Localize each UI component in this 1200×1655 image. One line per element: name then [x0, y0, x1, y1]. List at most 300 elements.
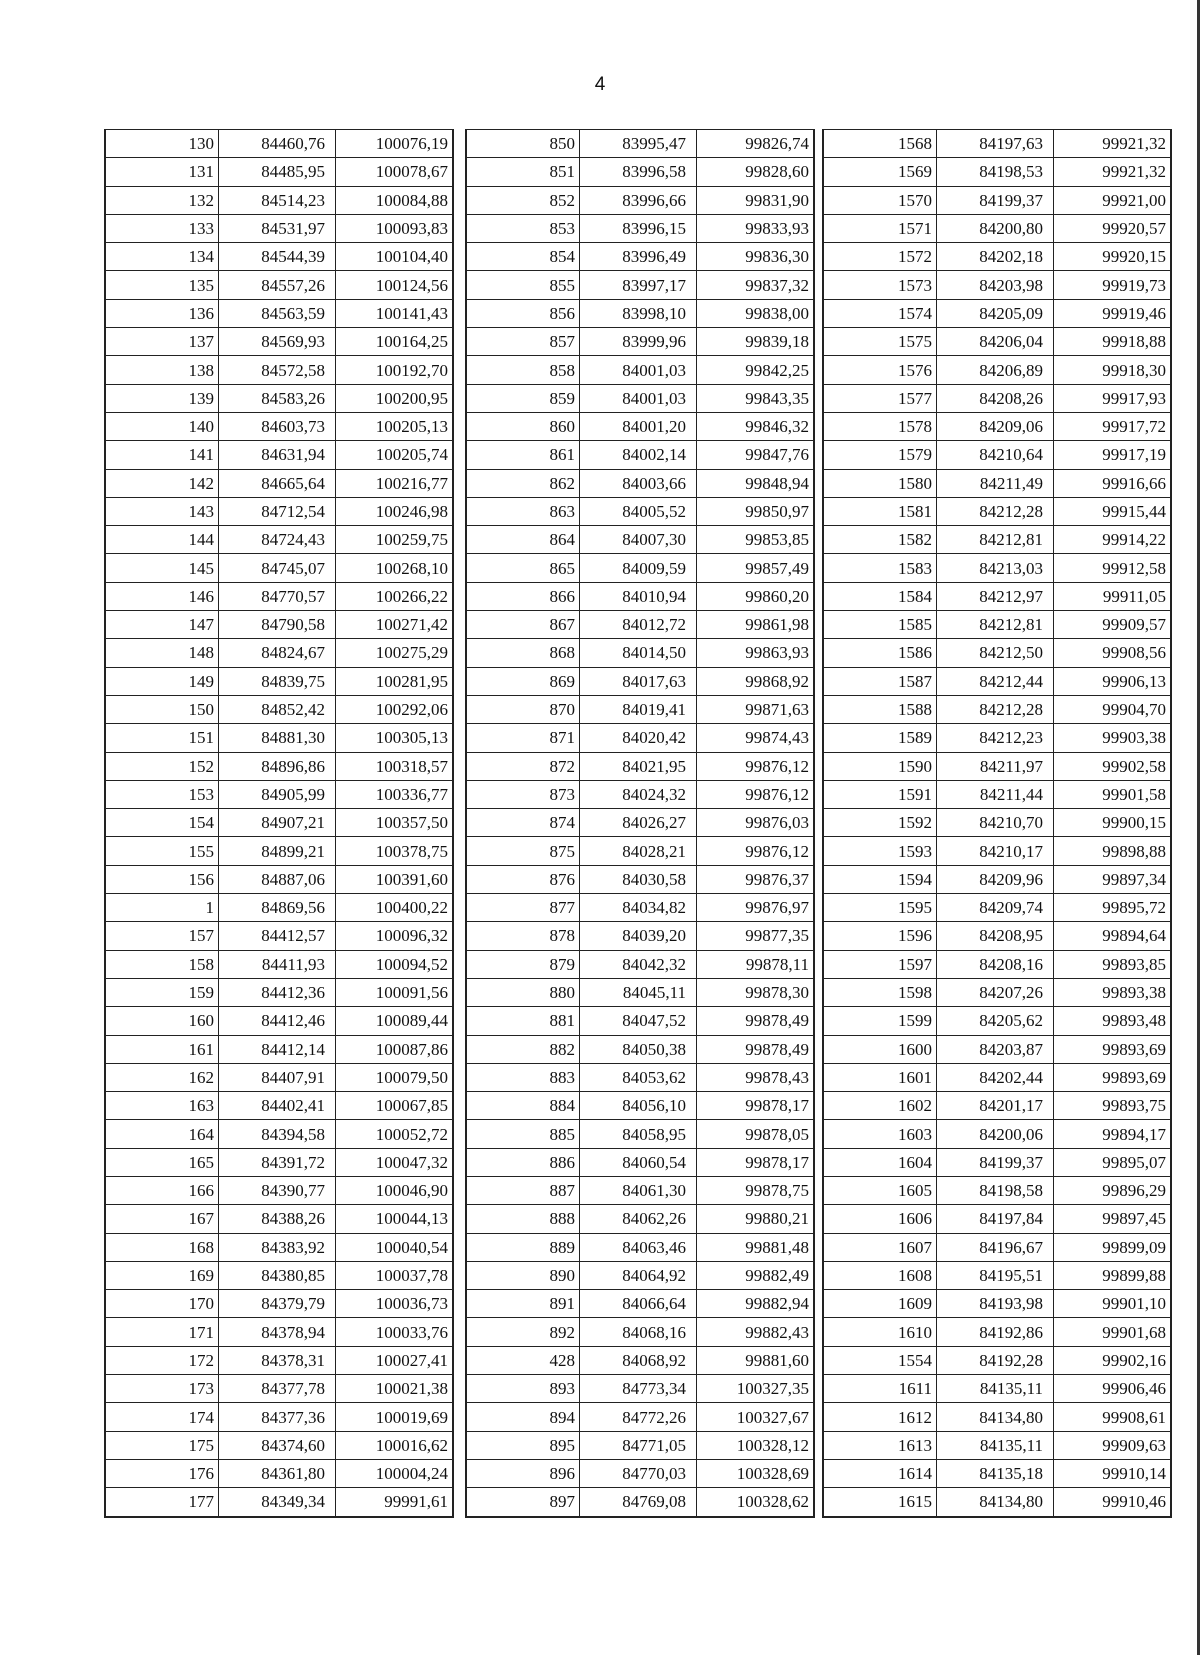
point-number-cell: 891	[466, 1290, 580, 1318]
point-number-cell: 1577	[823, 384, 937, 412]
y-coordinate-cell: 100021,38	[336, 1375, 454, 1403]
x-coordinate-cell: 84563,59	[219, 299, 336, 327]
point-number-cell: 1592	[823, 809, 937, 837]
table-row	[105, 809, 453, 837]
table-row	[105, 922, 453, 950]
point-number-cell: 884	[466, 1092, 580, 1120]
table-row	[466, 1290, 814, 1318]
y-coordinate-cell: 99868,92	[697, 667, 815, 695]
point-number-cell: 856	[466, 299, 580, 327]
y-coordinate-cell: 100328,12	[697, 1431, 815, 1459]
y-coordinate-cell: 100091,56	[336, 978, 454, 1006]
x-coordinate-cell: 84790,58	[219, 611, 336, 639]
x-coordinate-cell: 84773,34	[580, 1375, 697, 1403]
y-coordinate-cell: 100259,75	[336, 526, 454, 554]
point-number-cell: 171	[105, 1318, 219, 1346]
table-row	[823, 582, 1171, 610]
table-row	[823, 1261, 1171, 1289]
table-row	[105, 780, 453, 808]
point-number-cell: 897	[466, 1488, 580, 1517]
point-number-cell: 867	[466, 611, 580, 639]
x-coordinate-cell: 84210,70	[937, 809, 1054, 837]
table-row	[466, 186, 814, 214]
x-coordinate-cell: 84001,20	[580, 412, 697, 440]
table-row	[105, 1007, 453, 1035]
table-row	[105, 1261, 453, 1289]
table-row	[466, 356, 814, 384]
x-coordinate-cell: 84192,86	[937, 1318, 1054, 1346]
y-coordinate-cell: 99921,32	[1054, 158, 1172, 186]
x-coordinate-cell: 84202,18	[937, 243, 1054, 271]
x-coordinate-cell: 84197,63	[937, 130, 1054, 158]
y-coordinate-cell: 100084,88	[336, 186, 454, 214]
x-coordinate-cell: 84066,64	[580, 1290, 697, 1318]
point-number-cell: 1579	[823, 441, 937, 469]
x-coordinate-cell: 84205,62	[937, 1007, 1054, 1035]
point-number-cell: 177	[105, 1488, 219, 1517]
y-coordinate-cell: 99901,58	[1054, 780, 1172, 808]
point-number-cell: 135	[105, 271, 219, 299]
y-coordinate-cell: 99908,56	[1054, 639, 1172, 667]
x-coordinate-cell: 83995,47	[580, 130, 697, 158]
x-coordinate-cell: 84208,26	[937, 384, 1054, 412]
y-coordinate-cell: 99836,30	[697, 243, 815, 271]
table-row	[823, 497, 1171, 525]
point-number-cell: 1606	[823, 1205, 937, 1233]
y-coordinate-cell: 100047,32	[336, 1148, 454, 1176]
y-coordinate-cell: 99876,37	[697, 865, 815, 893]
point-number-cell: 164	[105, 1120, 219, 1148]
point-number-cell: 1554	[823, 1346, 937, 1374]
x-coordinate-cell: 84012,72	[580, 611, 697, 639]
x-coordinate-cell: 84485,95	[219, 158, 336, 186]
y-coordinate-cell: 100400,22	[336, 894, 454, 922]
x-coordinate-cell: 84135,11	[937, 1375, 1054, 1403]
point-number-cell: 1605	[823, 1176, 937, 1204]
x-coordinate-cell: 84412,46	[219, 1007, 336, 1035]
y-coordinate-cell: 99910,14	[1054, 1459, 1172, 1487]
table-row	[823, 865, 1171, 893]
y-coordinate-cell: 99912,58	[1054, 554, 1172, 582]
table-row	[466, 1148, 814, 1176]
table-row	[823, 1403, 1171, 1431]
y-coordinate-cell: 100087,86	[336, 1035, 454, 1063]
table-row	[823, 1092, 1171, 1120]
x-coordinate-cell: 84402,41	[219, 1092, 336, 1120]
x-coordinate-cell: 84383,92	[219, 1233, 336, 1261]
y-coordinate-cell: 99882,43	[697, 1318, 815, 1346]
point-number-cell: 144	[105, 526, 219, 554]
point-number-cell: 175	[105, 1431, 219, 1459]
table-row	[823, 1120, 1171, 1148]
coordinate-table-2	[465, 129, 815, 1518]
table-row	[466, 639, 814, 667]
y-coordinate-cell: 100200,95	[336, 384, 454, 412]
table-row	[105, 412, 453, 440]
x-coordinate-cell: 84388,26	[219, 1205, 336, 1233]
table-row	[105, 328, 453, 356]
x-coordinate-cell: 84068,92	[580, 1346, 697, 1374]
y-coordinate-cell: 99906,13	[1054, 667, 1172, 695]
y-coordinate-cell: 100141,43	[336, 299, 454, 327]
table-row	[823, 469, 1171, 497]
table-row	[105, 752, 453, 780]
y-coordinate-cell: 99878,49	[697, 1007, 815, 1035]
y-coordinate-cell: 100327,35	[697, 1375, 815, 1403]
point-number-cell: 857	[466, 328, 580, 356]
table-row	[823, 1035, 1171, 1063]
x-coordinate-cell: 84209,06	[937, 412, 1054, 440]
table-row	[823, 780, 1171, 808]
x-coordinate-cell: 84020,42	[580, 724, 697, 752]
y-coordinate-cell: 99909,57	[1054, 611, 1172, 639]
point-number-cell: 142	[105, 469, 219, 497]
table-row	[466, 526, 814, 554]
table-row	[823, 1346, 1171, 1374]
x-coordinate-cell: 84193,98	[937, 1290, 1054, 1318]
table-row	[823, 441, 1171, 469]
table-row	[823, 667, 1171, 695]
point-number-cell: 130	[105, 130, 219, 158]
table-row	[105, 469, 453, 497]
table-row	[823, 1290, 1171, 1318]
point-number-cell: 869	[466, 667, 580, 695]
point-number-cell: 854	[466, 243, 580, 271]
y-coordinate-cell: 99914,22	[1054, 526, 1172, 554]
y-coordinate-cell: 99871,63	[697, 695, 815, 723]
y-coordinate-cell: 99877,35	[697, 922, 815, 950]
x-coordinate-cell: 84210,64	[937, 441, 1054, 469]
x-coordinate-cell: 84745,07	[219, 554, 336, 582]
x-coordinate-cell: 84569,93	[219, 328, 336, 356]
x-coordinate-cell: 84407,91	[219, 1063, 336, 1091]
x-coordinate-cell: 84380,85	[219, 1261, 336, 1289]
point-number-cell: 873	[466, 780, 580, 808]
y-coordinate-cell: 99878,05	[697, 1120, 815, 1148]
x-coordinate-cell: 84212,23	[937, 724, 1054, 752]
table-row	[823, 554, 1171, 582]
table-row	[823, 809, 1171, 837]
x-coordinate-cell: 84061,30	[580, 1176, 697, 1204]
point-number-cell: 145	[105, 554, 219, 582]
y-coordinate-cell: 99896,29	[1054, 1176, 1172, 1204]
y-coordinate-cell: 99921,00	[1054, 186, 1172, 214]
y-coordinate-cell: 100305,13	[336, 724, 454, 752]
x-coordinate-cell: 84058,95	[580, 1120, 697, 1148]
x-coordinate-cell: 84211,44	[937, 780, 1054, 808]
point-number-cell: 1569	[823, 158, 937, 186]
y-coordinate-cell: 100093,83	[336, 214, 454, 242]
x-coordinate-cell: 84192,28	[937, 1346, 1054, 1374]
y-coordinate-cell: 100164,25	[336, 328, 454, 356]
table-row	[466, 497, 814, 525]
point-number-cell: 138	[105, 356, 219, 384]
point-number-cell: 887	[466, 1176, 580, 1204]
table-row	[466, 328, 814, 356]
y-coordinate-cell: 99909,63	[1054, 1431, 1172, 1459]
table-row	[466, 978, 814, 1006]
x-coordinate-cell: 84210,17	[937, 837, 1054, 865]
x-coordinate-cell: 84205,09	[937, 299, 1054, 327]
table-row	[466, 894, 814, 922]
y-coordinate-cell: 100094,52	[336, 950, 454, 978]
point-number-cell: 1594	[823, 865, 937, 893]
y-coordinate-cell: 99917,72	[1054, 412, 1172, 440]
point-number-cell: 150	[105, 695, 219, 723]
table-row	[823, 1148, 1171, 1176]
table-row	[105, 1375, 453, 1403]
point-number-cell: 136	[105, 299, 219, 327]
x-coordinate-cell: 84212,28	[937, 497, 1054, 525]
x-coordinate-cell: 84198,53	[937, 158, 1054, 186]
x-coordinate-cell: 84378,31	[219, 1346, 336, 1374]
x-coordinate-cell: 84199,37	[937, 186, 1054, 214]
x-coordinate-cell: 84007,30	[580, 526, 697, 554]
table-row	[466, 611, 814, 639]
table-row	[466, 1346, 814, 1374]
table-row	[823, 1176, 1171, 1204]
y-coordinate-cell: 100067,85	[336, 1092, 454, 1120]
x-coordinate-cell: 84212,44	[937, 667, 1054, 695]
table-row	[823, 299, 1171, 327]
y-coordinate-cell: 99908,61	[1054, 1403, 1172, 1431]
point-number-cell: 1611	[823, 1375, 937, 1403]
x-coordinate-cell: 84394,58	[219, 1120, 336, 1148]
table-row	[823, 356, 1171, 384]
y-coordinate-cell: 99893,48	[1054, 1007, 1172, 1035]
table-row	[466, 1431, 814, 1459]
table-row	[466, 299, 814, 327]
y-coordinate-cell: 100328,62	[697, 1488, 815, 1517]
y-coordinate-cell: 99902,58	[1054, 752, 1172, 780]
point-number-cell: 153	[105, 780, 219, 808]
table-row	[823, 639, 1171, 667]
y-coordinate-cell: 100027,41	[336, 1346, 454, 1374]
y-coordinate-cell: 99915,44	[1054, 497, 1172, 525]
x-coordinate-cell: 84572,58	[219, 356, 336, 384]
y-coordinate-cell: 99876,12	[697, 752, 815, 780]
y-coordinate-cell: 100078,67	[336, 158, 454, 186]
y-coordinate-cell: 99901,68	[1054, 1318, 1172, 1346]
table-row	[823, 1459, 1171, 1487]
x-coordinate-cell: 84603,73	[219, 412, 336, 440]
table-row	[466, 158, 814, 186]
y-coordinate-cell: 100040,54	[336, 1233, 454, 1261]
table-row	[105, 243, 453, 271]
x-coordinate-cell: 84824,67	[219, 639, 336, 667]
y-coordinate-cell: 100271,42	[336, 611, 454, 639]
page-number: 4	[594, 74, 606, 95]
x-coordinate-cell: 84005,52	[580, 497, 697, 525]
point-number-cell: 134	[105, 243, 219, 271]
table-row	[105, 582, 453, 610]
y-coordinate-cell: 99895,72	[1054, 894, 1172, 922]
table-row	[466, 809, 814, 837]
y-coordinate-cell: 100037,78	[336, 1261, 454, 1289]
point-number-cell: 872	[466, 752, 580, 780]
y-coordinate-cell: 99878,43	[697, 1063, 815, 1091]
point-number-cell: 879	[466, 950, 580, 978]
y-coordinate-cell: 99897,45	[1054, 1205, 1172, 1233]
point-number-cell: 152	[105, 752, 219, 780]
point-number-cell: 885	[466, 1120, 580, 1148]
table-row	[466, 695, 814, 723]
x-coordinate-cell: 84195,51	[937, 1261, 1054, 1289]
point-number-cell: 1593	[823, 837, 937, 865]
table-row	[466, 1375, 814, 1403]
x-coordinate-cell: 84056,10	[580, 1092, 697, 1120]
table-row	[105, 978, 453, 1006]
y-coordinate-cell: 99839,18	[697, 328, 815, 356]
x-coordinate-cell: 84019,41	[580, 695, 697, 723]
point-number-cell: 1571	[823, 214, 937, 242]
x-coordinate-cell: 84557,26	[219, 271, 336, 299]
table-row	[466, 1459, 814, 1487]
x-coordinate-cell: 84374,60	[219, 1431, 336, 1459]
point-number-cell: 853	[466, 214, 580, 242]
y-coordinate-cell: 100216,77	[336, 469, 454, 497]
table-row	[466, 1403, 814, 1431]
table-row	[105, 214, 453, 242]
table-row	[105, 1346, 453, 1374]
x-coordinate-cell: 84412,36	[219, 978, 336, 1006]
y-coordinate-cell: 99920,57	[1054, 214, 1172, 242]
table-row	[823, 526, 1171, 554]
y-coordinate-cell: 99918,30	[1054, 356, 1172, 384]
x-coordinate-cell: 84391,72	[219, 1148, 336, 1176]
point-number-cell: 1614	[823, 1459, 937, 1487]
point-number-cell: 174	[105, 1403, 219, 1431]
x-coordinate-cell: 84665,64	[219, 469, 336, 497]
x-coordinate-cell: 84412,14	[219, 1035, 336, 1063]
y-coordinate-cell: 99893,75	[1054, 1092, 1172, 1120]
y-coordinate-cell: 100036,73	[336, 1290, 454, 1318]
y-coordinate-cell: 99897,34	[1054, 865, 1172, 893]
y-coordinate-cell: 99893,85	[1054, 950, 1172, 978]
y-coordinate-cell: 99894,17	[1054, 1120, 1172, 1148]
point-number-cell: 876	[466, 865, 580, 893]
y-coordinate-cell: 99902,16	[1054, 1346, 1172, 1374]
point-number-cell: 1601	[823, 1063, 937, 1091]
x-coordinate-cell: 84002,14	[580, 441, 697, 469]
y-coordinate-cell: 100076,19	[336, 130, 454, 158]
y-coordinate-cell: 99910,46	[1054, 1488, 1172, 1517]
table-row	[105, 554, 453, 582]
y-coordinate-cell: 99876,12	[697, 780, 815, 808]
point-number-cell: 1585	[823, 611, 937, 639]
x-coordinate-cell: 84583,26	[219, 384, 336, 412]
x-coordinate-cell: 84213,03	[937, 554, 1054, 582]
y-coordinate-cell: 99848,94	[697, 469, 815, 497]
point-number-cell: 880	[466, 978, 580, 1006]
y-coordinate-cell: 99876,97	[697, 894, 815, 922]
x-coordinate-cell: 84377,78	[219, 1375, 336, 1403]
table-row	[466, 1176, 814, 1204]
y-coordinate-cell: 99842,25	[697, 356, 815, 384]
point-number-cell: 172	[105, 1346, 219, 1374]
y-coordinate-cell: 99833,93	[697, 214, 815, 242]
y-coordinate-cell: 99898,88	[1054, 837, 1172, 865]
table-row	[823, 412, 1171, 440]
point-number-cell: 161	[105, 1035, 219, 1063]
y-coordinate-cell: 99921,32	[1054, 130, 1172, 158]
point-number-cell: 862	[466, 469, 580, 497]
y-coordinate-cell: 99895,07	[1054, 1148, 1172, 1176]
y-coordinate-cell: 99882,94	[697, 1290, 815, 1318]
point-number-cell: 166	[105, 1176, 219, 1204]
point-number-cell: 1570	[823, 186, 937, 214]
x-coordinate-cell: 84379,79	[219, 1290, 336, 1318]
point-number-cell: 167	[105, 1205, 219, 1233]
y-coordinate-cell: 99901,10	[1054, 1290, 1172, 1318]
y-coordinate-cell: 100336,77	[336, 780, 454, 808]
table-row	[466, 780, 814, 808]
table-row	[823, 214, 1171, 242]
point-number-cell: 1590	[823, 752, 937, 780]
x-coordinate-cell: 84135,18	[937, 1459, 1054, 1487]
point-number-cell: 1595	[823, 894, 937, 922]
table-row	[823, 724, 1171, 752]
point-number-cell: 1610	[823, 1318, 937, 1346]
y-coordinate-cell: 99860,20	[697, 582, 815, 610]
point-number-cell: 160	[105, 1007, 219, 1035]
y-coordinate-cell: 100205,74	[336, 441, 454, 469]
point-number-cell: 428	[466, 1346, 580, 1374]
x-coordinate-cell: 84068,16	[580, 1318, 697, 1346]
x-coordinate-cell: 84045,11	[580, 978, 697, 1006]
point-number-cell: 874	[466, 809, 580, 837]
table-row	[466, 1205, 814, 1233]
table-row	[105, 950, 453, 978]
point-number-cell: 156	[105, 865, 219, 893]
x-coordinate-cell: 83996,66	[580, 186, 697, 214]
x-coordinate-cell: 84060,54	[580, 1148, 697, 1176]
x-coordinate-cell: 83996,15	[580, 214, 697, 242]
y-coordinate-cell: 99881,48	[697, 1233, 815, 1261]
x-coordinate-cell: 84211,49	[937, 469, 1054, 497]
x-coordinate-cell: 84198,58	[937, 1176, 1054, 1204]
y-coordinate-cell: 99850,97	[697, 497, 815, 525]
y-coordinate-cell: 99861,98	[697, 611, 815, 639]
y-coordinate-cell: 99874,43	[697, 724, 815, 752]
y-coordinate-cell: 100104,40	[336, 243, 454, 271]
x-coordinate-cell: 84770,57	[219, 582, 336, 610]
x-coordinate-cell: 84001,03	[580, 384, 697, 412]
x-coordinate-cell: 84208,95	[937, 922, 1054, 950]
table-row	[466, 441, 814, 469]
x-coordinate-cell: 84631,94	[219, 441, 336, 469]
table-row	[823, 752, 1171, 780]
x-coordinate-cell: 84196,67	[937, 1233, 1054, 1261]
x-coordinate-cell: 84207,26	[937, 978, 1054, 1006]
x-coordinate-cell: 84009,59	[580, 554, 697, 582]
y-coordinate-cell: 99831,90	[697, 186, 815, 214]
point-number-cell: 141	[105, 441, 219, 469]
x-coordinate-cell: 84907,21	[219, 809, 336, 837]
point-number-cell: 1582	[823, 526, 937, 554]
table-row	[823, 384, 1171, 412]
point-number-cell: 855	[466, 271, 580, 299]
point-number-cell: 1575	[823, 328, 937, 356]
x-coordinate-cell: 84712,54	[219, 497, 336, 525]
x-coordinate-cell: 84869,56	[219, 894, 336, 922]
x-coordinate-cell: 84062,26	[580, 1205, 697, 1233]
table-row	[823, 1205, 1171, 1233]
point-number-cell: 159	[105, 978, 219, 1006]
table-row	[466, 469, 814, 497]
table-row	[466, 837, 814, 865]
x-coordinate-cell: 84206,89	[937, 356, 1054, 384]
